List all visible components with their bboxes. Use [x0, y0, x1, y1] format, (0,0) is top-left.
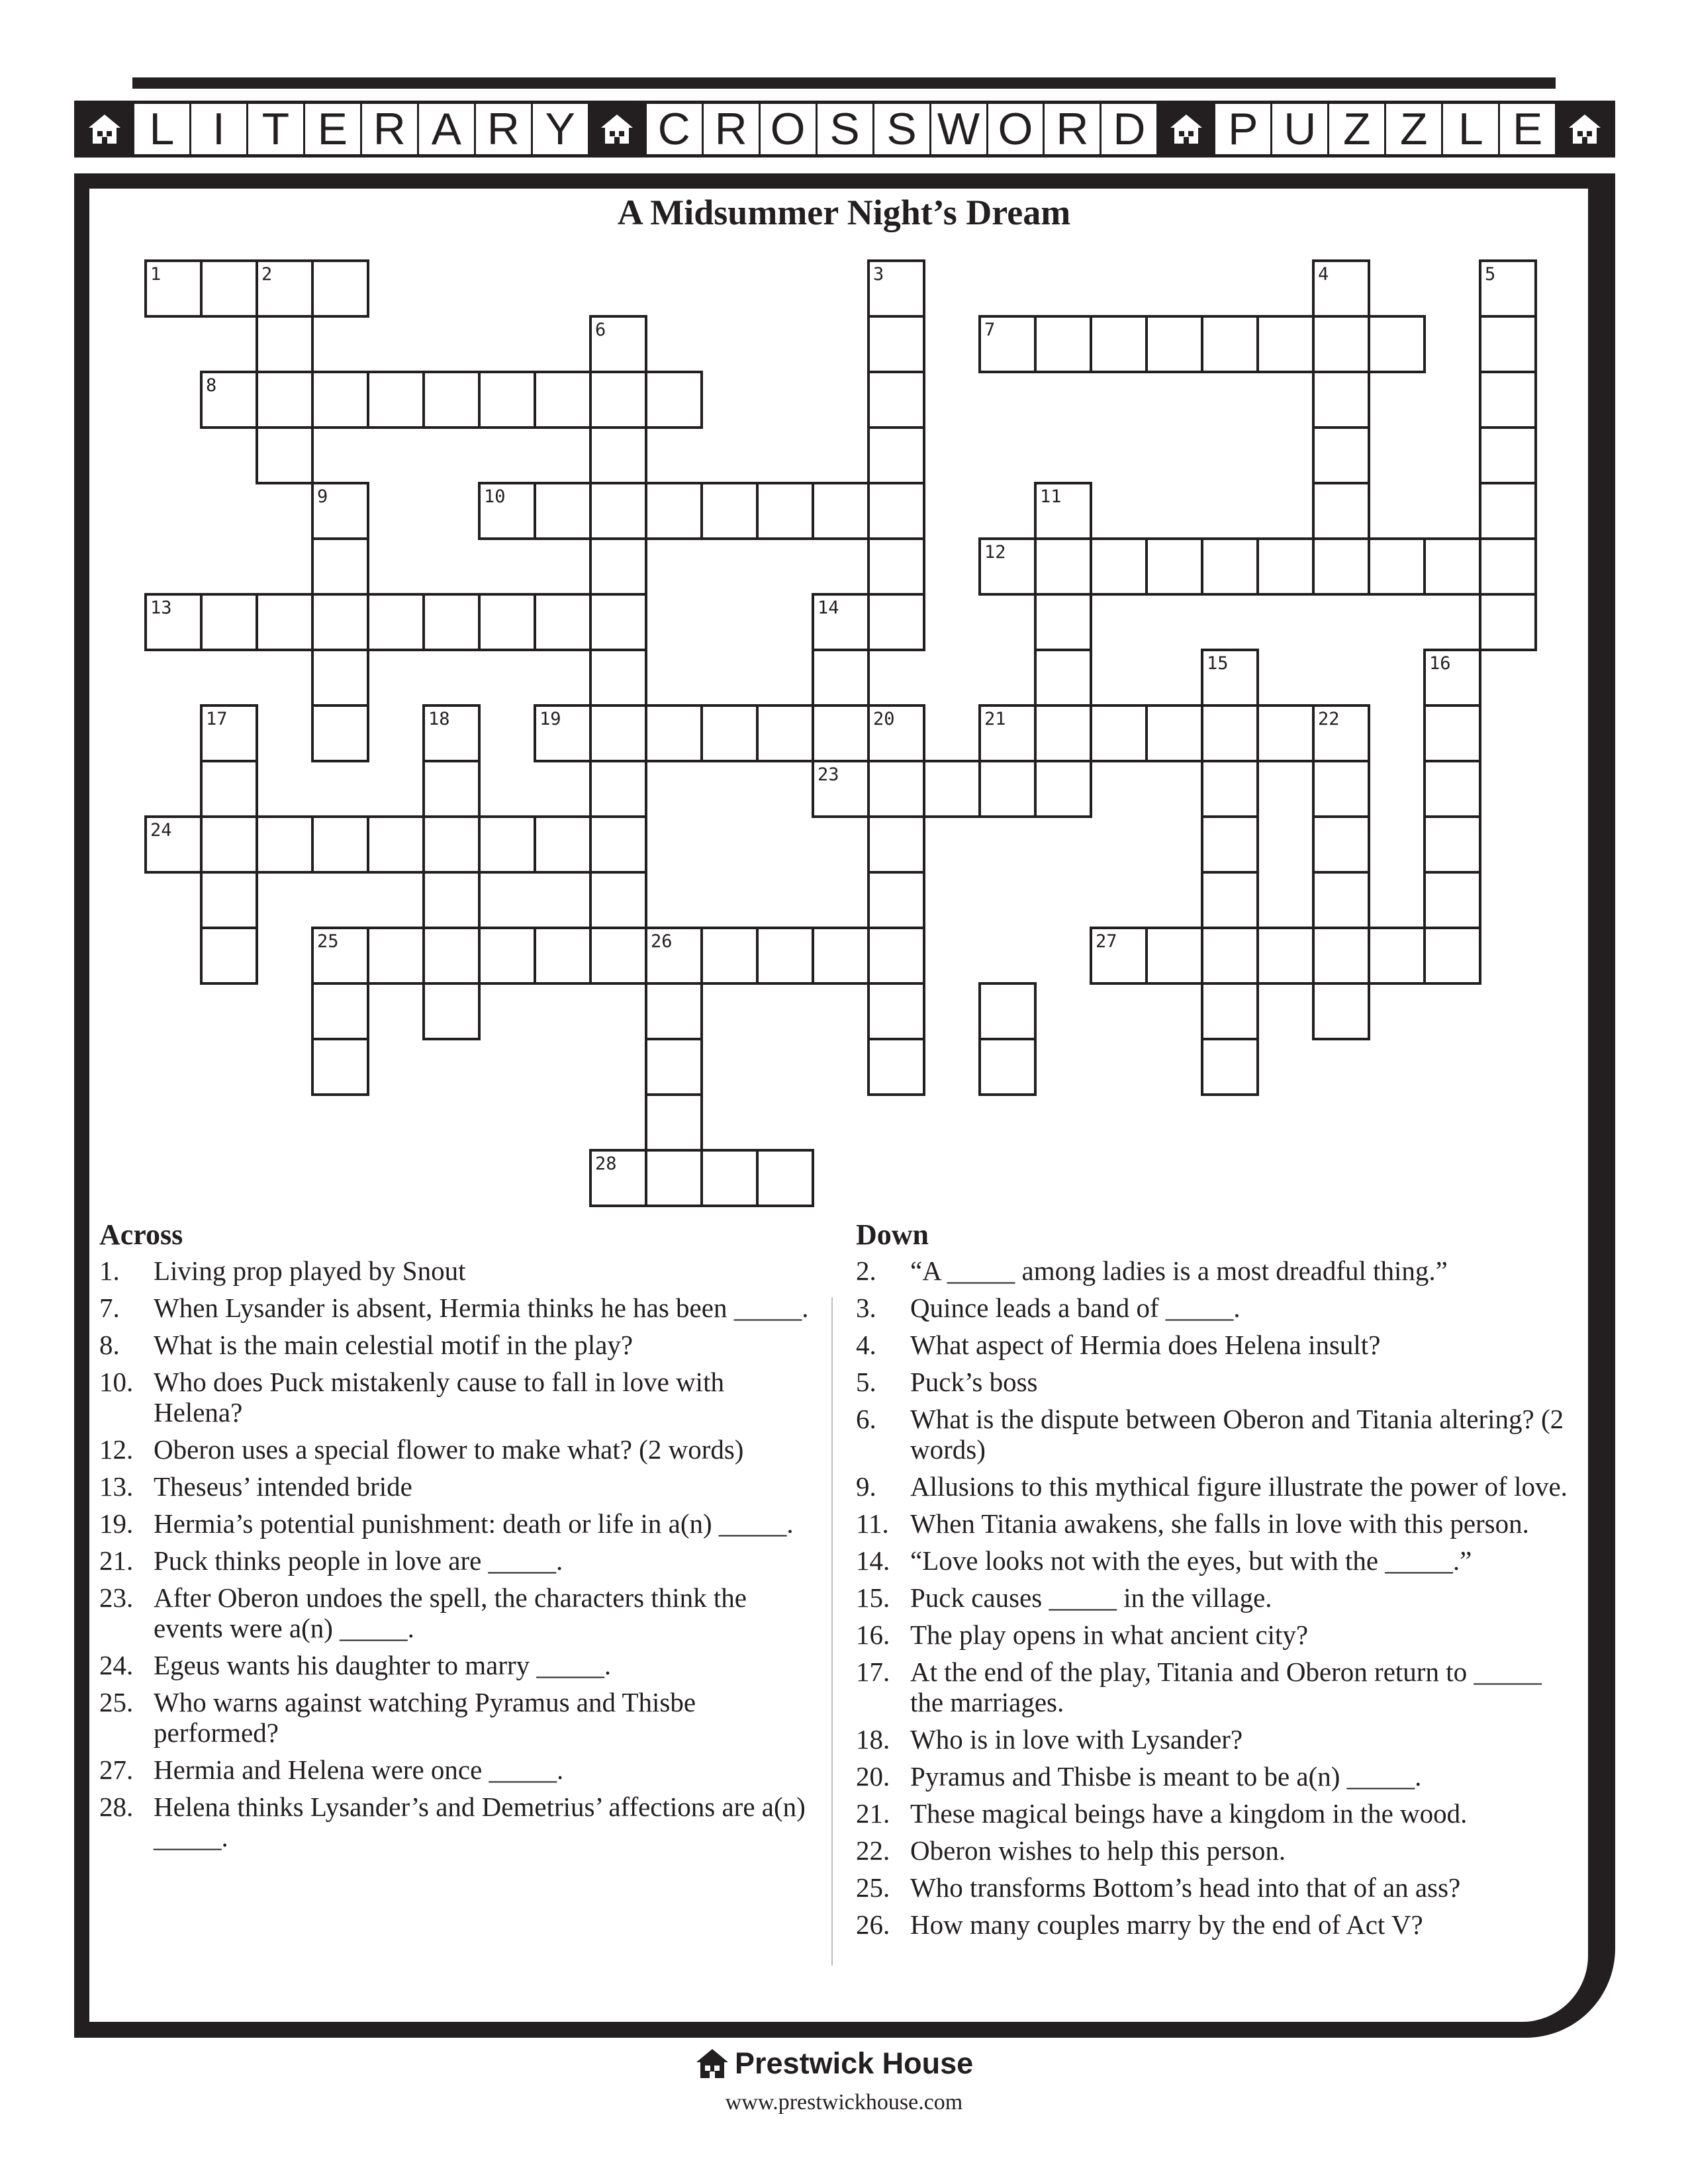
- grid-cell[interactable]: [368, 817, 424, 872]
- grid-cell[interactable]: [1147, 705, 1202, 761]
- banner-letter: R: [704, 104, 761, 154]
- clue-number: 21.: [856, 1798, 890, 1829]
- down-clue: [856, 1508, 1571, 1539]
- cell-number: 27: [1096, 931, 1117, 952]
- clue-number: 13.: [99, 1471, 134, 1502]
- down-clue: [856, 1545, 1571, 1576]
- grid-cell[interactable]: [535, 483, 590, 539]
- clue-number: 3.: [856, 1293, 876, 1323]
- banner-letter: R: [362, 104, 419, 154]
- grid-cell[interactable]: [368, 928, 424, 983]
- clue-text: Oberon wishes to help this person.: [910, 1835, 1286, 1866]
- grid-cell[interactable]: [424, 817, 479, 872]
- down-clue: [856, 1724, 1571, 1754]
- clue-text: When Titania awakens, she falls in love with this person.: [910, 1508, 1529, 1539]
- down-clue: [856, 1404, 1571, 1465]
- publisher-logo: [695, 2046, 973, 2081]
- grid-cell[interactable]: [1425, 539, 1480, 594]
- grid-cell[interactable]: [1313, 872, 1369, 928]
- grid-cell[interactable]: [424, 372, 479, 428]
- across-clue: [99, 1650, 814, 1680]
- grid-cell[interactable]: [1480, 372, 1536, 428]
- grid-cell[interactable]: [868, 872, 924, 928]
- grid-cell[interactable]: [1369, 539, 1425, 594]
- banner-letter: T: [248, 104, 305, 154]
- grid-cell[interactable]: [868, 817, 924, 872]
- grid-cell[interactable]: [257, 316, 312, 372]
- grid-cell[interactable]: [1313, 428, 1369, 483]
- across-clues: [99, 1218, 814, 1859]
- across-clue: [99, 1687, 814, 1748]
- grid-cell[interactable]: [646, 983, 702, 1039]
- cell-number: 21: [984, 709, 1006, 729]
- across-clue: [99, 1471, 814, 1502]
- clue-number: 26.: [856, 1909, 890, 1940]
- grid-cell[interactable]: [590, 539, 646, 594]
- clue-number: 6.: [856, 1404, 876, 1434]
- grid-cell[interactable]: [1147, 316, 1202, 372]
- grid-cell[interactable]: [1369, 316, 1425, 372]
- banner-letter: O: [761, 104, 818, 154]
- clue-number: 2.: [856, 1255, 876, 1286]
- grid-cell[interactable]: [1035, 705, 1091, 761]
- cell-number: 20: [873, 709, 895, 729]
- grid-cell[interactable]: [1313, 372, 1369, 428]
- grid-cell[interactable]: [980, 1039, 1035, 1095]
- cell-number: 9: [317, 486, 328, 507]
- grid-cell[interactable]: [813, 705, 868, 761]
- grid-cell[interactable]: [1202, 928, 1258, 983]
- grid-cell[interactable]: [1425, 705, 1480, 761]
- cell-number: 28: [595, 1154, 617, 1174]
- clue-text: Who does Puck mistakenly cause to fall in love with Helena?: [154, 1367, 724, 1428]
- grid-cell[interactable]: [980, 983, 1035, 1039]
- clue-number: 4.: [856, 1330, 876, 1360]
- grid-cell[interactable]: [813, 483, 868, 539]
- banner-letter: D: [1102, 104, 1158, 154]
- grid-cell[interactable]: [590, 650, 646, 705]
- grid-cell[interactable]: [201, 261, 257, 316]
- grid-cell[interactable]: [368, 594, 424, 650]
- grid-cell[interactable]: [479, 372, 535, 428]
- banner-letter: E: [1500, 104, 1557, 154]
- grid-cell[interactable]: [868, 594, 924, 650]
- across-heading: Across: [99, 1218, 183, 1251]
- grid-cell[interactable]: [590, 928, 646, 983]
- grid-cell[interactable]: [757, 705, 813, 761]
- grid-cell[interactable]: [1202, 983, 1258, 1039]
- across-clue: [99, 1792, 814, 1852]
- clue-text: Quince leads a band of _____.: [910, 1293, 1241, 1323]
- grid-cell[interactable]: [868, 983, 924, 1039]
- clue-column-divider: [831, 1297, 833, 1966]
- grid-cell[interactable]: [201, 817, 257, 872]
- across-clue: [99, 1434, 814, 1465]
- clue-number: 10.: [99, 1367, 134, 1397]
- down-clue: [856, 1619, 1571, 1650]
- cell-number: 7: [984, 320, 996, 340]
- house-logo-icon: [695, 2048, 729, 2079]
- grid-cell[interactable]: [312, 705, 368, 761]
- grid-cell[interactable]: [646, 1095, 702, 1150]
- grid-cell[interactable]: [201, 594, 257, 650]
- grid-cell[interactable]: [1313, 539, 1369, 594]
- banner-letter: O: [988, 104, 1045, 154]
- grid-cell[interactable]: [1313, 483, 1369, 539]
- clue-text: These magical beings have a kingdom in the wood.: [910, 1798, 1468, 1829]
- clue-number: 21.: [99, 1545, 134, 1576]
- grid-cell[interactable]: [868, 316, 924, 372]
- grid-cell[interactable]: [1313, 817, 1369, 872]
- grid-cell[interactable]: [1425, 817, 1480, 872]
- cell-number: 8: [206, 375, 217, 396]
- clue-number: 8.: [99, 1330, 120, 1360]
- grid-cell[interactable]: [312, 261, 368, 316]
- cell-number: 22: [1318, 709, 1340, 729]
- down-clue: [856, 1798, 1571, 1829]
- across-clue: [99, 1367, 814, 1428]
- grid-cell[interactable]: [312, 594, 368, 650]
- across-clue: [99, 1330, 814, 1360]
- grid-cell[interactable]: [312, 650, 368, 705]
- grid-cell[interactable]: [257, 428, 312, 483]
- grid-cell[interactable]: [1480, 539, 1536, 594]
- grid-cell[interactable]: [646, 705, 702, 761]
- grid-cell[interactable]: [1425, 928, 1480, 983]
- clue-text: Who is in love with Lysander?: [910, 1724, 1243, 1754]
- clue-number: 5.: [856, 1367, 876, 1397]
- cell-number: 16: [1429, 653, 1451, 674]
- grid-cell[interactable]: [868, 483, 924, 539]
- cell-number: 3: [873, 264, 884, 285]
- grid-cell[interactable]: [535, 928, 590, 983]
- clue-number: 27.: [99, 1754, 134, 1785]
- clue-number: 18.: [856, 1724, 890, 1754]
- down-clue: [856, 1872, 1571, 1903]
- banner-letter: U: [1272, 104, 1329, 154]
- clue-text: Hermia’s potential punishment: death or life in a(n) _____.: [154, 1508, 794, 1539]
- grid-cell[interactable]: [1202, 817, 1258, 872]
- banner-letter: Y: [533, 104, 590, 154]
- grid-cell[interactable]: [479, 817, 535, 872]
- grid-cell[interactable]: [868, 428, 924, 483]
- banner-letter: A: [419, 104, 476, 154]
- clue-number: 9.: [856, 1471, 876, 1502]
- cell-number: 19: [539, 709, 561, 729]
- banner-letter: Z: [1386, 104, 1443, 154]
- cell-number: 13: [150, 598, 172, 618]
- banner-letter: E: [305, 104, 362, 154]
- grid-cell[interactable]: [1480, 316, 1536, 372]
- clue-text: At the end of the play, Titania and Oberon return to _____ the marriages.: [910, 1657, 1542, 1717]
- clue-text: Puck’s boss: [910, 1367, 1038, 1397]
- clue-number: 1.: [99, 1255, 120, 1286]
- clue-number: 14.: [856, 1545, 890, 1576]
- grid-cell[interactable]: [1313, 761, 1369, 817]
- clue-number: 15.: [856, 1582, 890, 1613]
- grid-cell[interactable]: [1369, 928, 1425, 983]
- grid-cell[interactable]: [1202, 705, 1258, 761]
- across-clue: [99, 1508, 814, 1539]
- clue-number: 11.: [856, 1508, 889, 1539]
- grid-cell[interactable]: [868, 761, 924, 817]
- clue-number: 7.: [99, 1293, 120, 1323]
- grid-cell[interactable]: [1258, 316, 1313, 372]
- grid-cell[interactable]: [868, 372, 924, 428]
- grid-cell[interactable]: [980, 761, 1035, 817]
- banner-letter: L: [1443, 104, 1500, 154]
- cell-number: 5: [1485, 264, 1496, 285]
- clue-number: 19.: [99, 1508, 134, 1539]
- grid-cell[interactable]: [1147, 539, 1202, 594]
- clue-text: Who warns against watching Pyramus and Thisbe performed?: [154, 1687, 696, 1748]
- grid-cell[interactable]: [757, 928, 813, 983]
- banner-letter: S: [874, 104, 931, 154]
- clue-text: “A _____ among ladies is a most dreadful thing.”: [910, 1255, 1448, 1286]
- banner-letter: R: [476, 104, 533, 154]
- clue-text: “Love looks not with the eyes, but with the _____.”: [910, 1545, 1472, 1576]
- across-clue: [99, 1545, 814, 1576]
- grid-cell[interactable]: [590, 594, 646, 650]
- grid-cell[interactable]: [312, 539, 368, 594]
- grid-cell[interactable]: [646, 1039, 702, 1095]
- grid-cell[interactable]: [1147, 928, 1202, 983]
- clue-number: 24.: [99, 1650, 134, 1680]
- grid-cell[interactable]: [702, 928, 757, 983]
- grid-cell[interactable]: [1091, 316, 1147, 372]
- grid-cell[interactable]: [590, 705, 646, 761]
- clue-number: 23.: [99, 1582, 134, 1613]
- down-clue: [856, 1657, 1571, 1717]
- grid-cell[interactable]: [813, 650, 868, 705]
- grid-cell[interactable]: [535, 594, 590, 650]
- grid-cell[interactable]: [702, 705, 757, 761]
- clue-text: Theseus’ intended bride: [154, 1471, 412, 1502]
- grid-cell[interactable]: [1202, 872, 1258, 928]
- clue-text: Egeus wants his daughter to marry _____.: [154, 1650, 612, 1680]
- cell-number: 12: [984, 542, 1006, 563]
- clue-text: Hermia and Helena were once _____.: [154, 1754, 564, 1785]
- banner-letter: I: [191, 104, 248, 154]
- clue-text: After Oberon undoes the spell, the characters think the events were a(n) _____.: [154, 1582, 747, 1643]
- banner-letter: L: [134, 104, 191, 154]
- clue-text: Puck causes _____ in the village.: [910, 1582, 1272, 1613]
- grid-cell[interactable]: [590, 872, 646, 928]
- grid-cell[interactable]: [868, 1039, 924, 1095]
- grid-cell[interactable]: [1480, 594, 1536, 650]
- grid-cell[interactable]: [702, 483, 757, 539]
- grid-cell[interactable]: [479, 594, 535, 650]
- grid-cell[interactable]: [813, 928, 868, 983]
- grid-cell[interactable]: [1202, 539, 1258, 594]
- banner-letter: P: [1215, 104, 1272, 154]
- grid-cell[interactable]: [757, 1150, 813, 1206]
- publisher-url: www.prestwickhouse.com: [725, 2090, 963, 2115]
- grid-cell[interactable]: [1480, 483, 1536, 539]
- grid-cell[interactable]: [1035, 761, 1091, 817]
- across-clue: [99, 1754, 814, 1785]
- clue-text: Living prop played by Snout: [154, 1255, 466, 1286]
- grid-cell[interactable]: [1258, 539, 1313, 594]
- down-clue: [856, 1471, 1571, 1502]
- banner-letter: S: [818, 104, 874, 154]
- grid-cell[interactable]: [590, 817, 646, 872]
- grid-cell[interactable]: [1035, 650, 1091, 705]
- grid-cell[interactable]: [1425, 872, 1480, 928]
- grid-cell[interactable]: [257, 372, 312, 428]
- grid-cell[interactable]: [868, 928, 924, 983]
- clue-text: What is the main celestial motif in the play?: [154, 1330, 633, 1360]
- cell-number: 24: [150, 820, 172, 841]
- grid-cell[interactable]: [201, 872, 257, 928]
- grid-cell[interactable]: [368, 372, 424, 428]
- grid-cell[interactable]: [1035, 316, 1091, 372]
- clue-number: 22.: [856, 1835, 890, 1866]
- clue-text: Pyramus and Thisbe is meant to be a(n) _____.: [910, 1761, 1422, 1792]
- grid-cell[interactable]: [312, 817, 368, 872]
- cell-number: 4: [1318, 264, 1329, 285]
- grid-cell[interactable]: [1202, 316, 1258, 372]
- clue-text: What is the dispute between Oberon and Titania altering? (2 words): [910, 1404, 1564, 1465]
- grid-cell[interactable]: [424, 983, 479, 1039]
- grid-cell[interactable]: [590, 428, 646, 483]
- banner-letter: Z: [1329, 104, 1386, 154]
- grid-cell[interactable]: [1202, 761, 1258, 817]
- grid-cell[interactable]: [1035, 539, 1091, 594]
- grid-cell[interactable]: [1313, 928, 1369, 983]
- banner-letter: R: [1045, 104, 1102, 154]
- grid-cell[interactable]: [590, 372, 646, 428]
- grid-cell[interactable]: [1091, 705, 1147, 761]
- cell-number: 18: [428, 709, 450, 729]
- cell-number: 1: [150, 264, 162, 285]
- clue-number: 25.: [856, 1872, 890, 1903]
- clue-number: 25.: [99, 1687, 134, 1717]
- grid-cell[interactable]: [646, 1150, 702, 1206]
- puzzle-title: A Midsummer Night’s Dream: [617, 193, 1071, 232]
- clue-number: 12.: [99, 1434, 134, 1465]
- clue-text: How many couples marry by the end of Act V?: [910, 1909, 1423, 1940]
- cell-number: 2: [261, 264, 273, 285]
- cell-number: 15: [1207, 653, 1229, 674]
- grid-cell[interactable]: [590, 761, 646, 817]
- grid-cell[interactable]: [424, 594, 479, 650]
- clue-number: 16.: [856, 1619, 890, 1650]
- grid-cell[interactable]: [590, 483, 646, 539]
- cell-number: 10: [484, 486, 506, 507]
- grid-cell[interactable]: [424, 761, 479, 817]
- down-clue: [856, 1909, 1571, 1940]
- cell-number: 6: [595, 320, 606, 340]
- grid-cell[interactable]: [535, 817, 590, 872]
- clue-text: Who transforms Bottom’s head into that of an ass?: [910, 1872, 1461, 1903]
- grid-cell[interactable]: [924, 761, 980, 817]
- grid-cell[interactable]: [1258, 705, 1313, 761]
- down-clue: [856, 1761, 1571, 1792]
- grid-cell[interactable]: [646, 483, 702, 539]
- cell-number: 14: [818, 598, 839, 618]
- grid-cell[interactable]: [1258, 928, 1313, 983]
- grid-cell[interactable]: [1035, 594, 1091, 650]
- down-clue: [856, 1293, 1571, 1323]
- cell-number: 23: [818, 764, 839, 785]
- grid-cell[interactable]: [1480, 428, 1536, 483]
- clue-text: Puck thinks people in love are _____.: [154, 1545, 563, 1576]
- grid-cell[interactable]: [424, 872, 479, 928]
- clue-text: The play opens in what ancient city?: [910, 1619, 1309, 1650]
- down-clue: [856, 1367, 1571, 1397]
- clue-number: 20.: [856, 1761, 890, 1792]
- grid-cell[interactable]: [1202, 1039, 1258, 1095]
- clue-text: Helena thinks Lysander’s and Demetrius’ affections are a(n) _____.: [154, 1792, 806, 1852]
- grid-cell[interactable]: [201, 761, 257, 817]
- grid-cell[interactable]: [312, 372, 368, 428]
- cell-number: 26: [651, 931, 673, 952]
- clue-text: When Lysander is absent, Hermia thinks he has been _____.: [154, 1293, 809, 1323]
- cell-number: 25: [317, 931, 339, 952]
- clue-number: 28.: [99, 1792, 134, 1822]
- grid-cell[interactable]: [702, 1150, 757, 1206]
- across-clue: [99, 1255, 814, 1286]
- grid-cell[interactable]: [257, 594, 312, 650]
- grid-cell[interactable]: [1091, 539, 1147, 594]
- down-clue: [856, 1330, 1571, 1360]
- banner-letter: W: [931, 104, 988, 154]
- down-clues: [856, 1218, 1571, 1946]
- down-heading: Down: [856, 1218, 929, 1251]
- across-clue: [99, 1293, 814, 1323]
- grid-cell[interactable]: [868, 539, 924, 594]
- down-clue: [856, 1835, 1571, 1866]
- grid-cell[interactable]: [1313, 316, 1369, 372]
- grid-cell[interactable]: [646, 372, 702, 428]
- cell-number: 11: [1040, 486, 1062, 507]
- publisher-name: Prestwick House: [735, 2046, 974, 2080]
- grid-cell[interactable]: [312, 983, 368, 1039]
- clue-number: 17.: [856, 1657, 890, 1687]
- clue-text: Allusions to this mythical figure illustrate the power of love.: [910, 1471, 1568, 1502]
- grid-cell[interactable]: [535, 372, 590, 428]
- cell-number: 17: [206, 709, 228, 729]
- down-clue: [856, 1582, 1571, 1613]
- clue-text: What aspect of Hermia does Helena insult?: [910, 1330, 1381, 1360]
- banner-letter: C: [647, 104, 704, 154]
- across-clue: [99, 1582, 814, 1643]
- grid-cell[interactable]: [757, 483, 813, 539]
- grid-cell[interactable]: [201, 928, 257, 983]
- grid-cell[interactable]: [479, 928, 535, 983]
- grid-cell[interactable]: [1425, 761, 1480, 817]
- grid-cell[interactable]: [257, 817, 312, 872]
- clue-text: Oberon uses a special flower to make what? (2 words): [154, 1434, 744, 1465]
- grid-cell[interactable]: [1313, 983, 1369, 1039]
- grid-cell[interactable]: [424, 928, 479, 983]
- down-clue: [856, 1255, 1571, 1286]
- grid-cell[interactable]: [312, 1039, 368, 1095]
